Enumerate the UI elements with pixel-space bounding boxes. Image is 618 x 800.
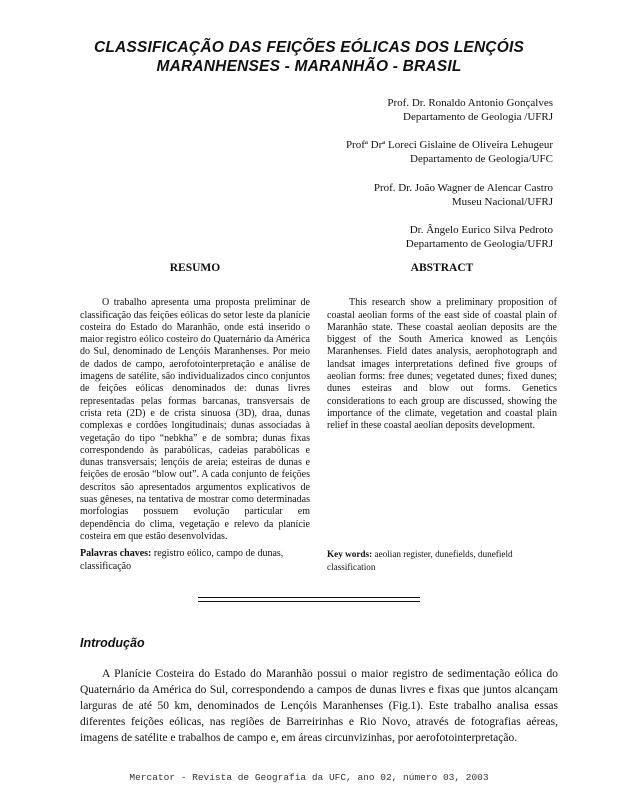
- resumo-heading: RESUMO: [169, 262, 221, 274]
- author-list: [346, 96, 553, 265]
- author-affiliation: Museu Nacional/UFRJ: [451, 196, 553, 208]
- author-affiliation: Departamento de Geologia/UFC: [410, 153, 553, 165]
- author-affiliation: Departamento de Geologia/UFRJ: [405, 238, 553, 250]
- author-name: Dr. Ângelo Eurico Silva Pedroto: [409, 224, 553, 236]
- author-name: Prof. Dr. Ronaldo Antonio Gonçalves: [387, 97, 553, 109]
- keywords-en-text: aeolian register, dunefields, dunefield classification: [327, 549, 513, 572]
- intro-section: [80, 666, 558, 746]
- section-divider: [198, 597, 420, 599]
- keywords-pt-text: registro eólico, campo de dunas, classificação: [80, 548, 284, 572]
- keywords-en: [327, 548, 559, 573]
- abstract-heading: ABSTRACT: [410, 262, 474, 274]
- resumo-text: O trabalho apresenta uma proposta preliminar de classificação das feições eólicas do setor leste da planície costeira do Estado do Maranhão, onde está inserido o maior registro eólico costeiro do Quaternário da América do Sul, denominado de Lençóis Maranhenses. Por meio de dados de campo, aerofotointerpretação e análise de imagens de satélite, são individualizados cinco conjuntos de feições eólicas denominados de: dunas livres representadas pelas formas barcanas, transversais de crista reta (2D) e de crista sinuosa (3D), draa, dunas complexas e cordões longitudinais; dunas associadas à vegetação do tipo “nebkha” e de sombra; dunas fixas correspondendo às parabólicas, cadeias parabólicas e dunas transversais; lençóis de areia; esteiras de dunas e feições de erosão “blow out”. A cada conjunto de feições descritos são apresentados argumentos explicativos de suas gêneses, na tentativa de mostrar como determinadas morfologias possuem evolução particular em dependência do clima, vegetação e relevo da planície costeira em que estão desenvolvidas.: [80, 297, 310, 542]
- intro-heading: Introdução: [80, 636, 145, 650]
- keywords-pt: [80, 548, 312, 573]
- title-line-1: CLASSIFICAÇÃO DAS FEIÇÕES EÓLICAS DOS LENÇÓIS: [93, 39, 525, 56]
- keywords-pt-label: Palavras chaves:: [80, 548, 152, 559]
- abstract-section: [327, 262, 557, 433]
- author-block: [346, 181, 553, 209]
- abstract-text: This research show a preliminary proposition of coastal aeolian forms of the east side of coastal plain of Maranhão state. These coastal aeolian deposits are the biggest of the South America knowed as Lençóis Maranhenses. Field dates analysis, aerophotograph and landsat images interpretations defined five groups of aeolian forms: free dunes; vegetated dunes; fixed dunes; dunes esteiras and blow out forms. Genetics considerations to each group are discussed, showing the importance of the climate, vegetation and coastal plain relief in these coastal aeolian deposits development.: [327, 297, 557, 432]
- intro-text: A Planície Costeira do Estado do Maranhão possui o maior registro de sedimentação eólica do Quaternário da América do Sul, correspondendo a campos de dunas livres e fixas que juntos alcançam larguras de até 50 km, denominados de Lençóis Maranhenses (Fig.1). Este trabalho analisa essas diferentes feições eólicas, nas regiões de Barreirinhas e Rio Novo, através de fotografias aéreas, imagens de satélite e trabalhos de campo e, em áreas circunvizinhas, por aerofotointerpretação.: [80, 668, 558, 744]
- author-affiliation: Departamento de Geologia /UFRJ: [403, 111, 553, 123]
- author-name: Prof. Dr. João Wagner de Alencar Castro: [373, 182, 553, 194]
- resumo-section: [80, 262, 310, 543]
- page-footer: Mercator - Revista de Geografia da UFC, ano 02, número 03, 2003: [129, 772, 489, 783]
- keywords-en-label: Key words:: [327, 549, 373, 559]
- author-block: [346, 96, 553, 124]
- section-divider: [198, 601, 420, 603]
- title-line-2: MARANHENSES - MARANHÃO - BRASIL: [156, 58, 462, 75]
- author-block: [346, 223, 553, 251]
- author-name: Profª Drª Loreci Gislaine de Oliveira Lehugeur: [345, 139, 553, 151]
- author-block: [346, 138, 553, 166]
- paper-title: [0, 38, 618, 76]
